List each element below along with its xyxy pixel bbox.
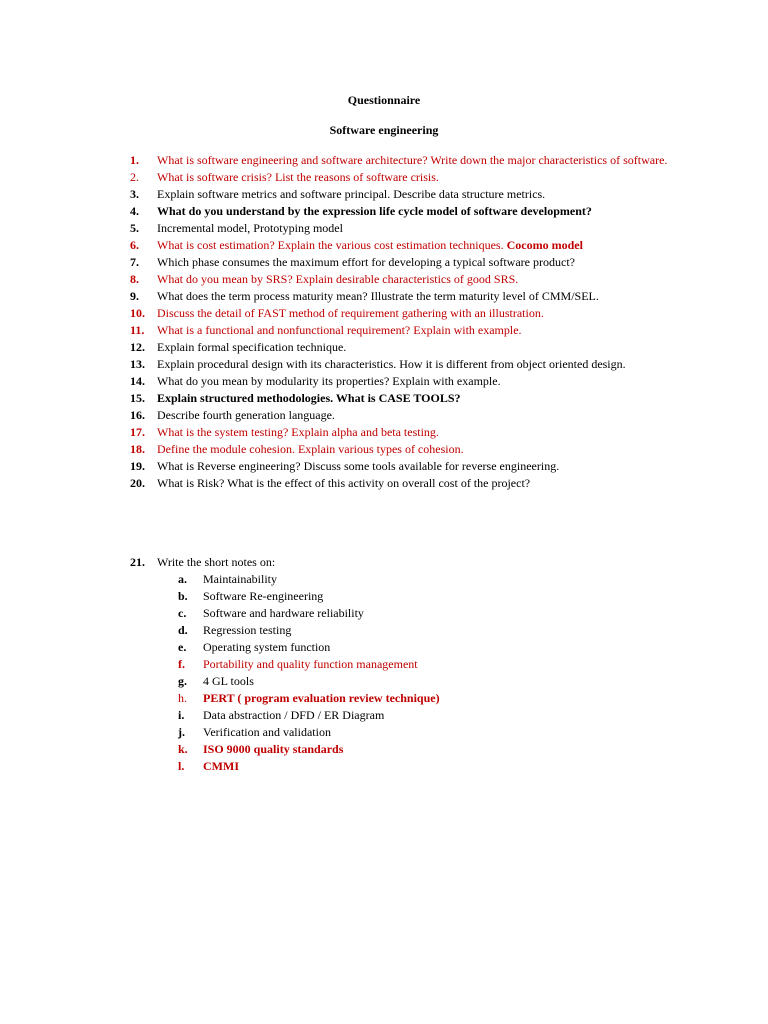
question-item <box>130 356 678 373</box>
question-number: 13. <box>130 357 145 371</box>
short-note-text: PERT ( program evaluation review technique) <box>203 691 440 705</box>
question-number: 6. <box>130 238 139 252</box>
short-note-text: Software and hardware reliability <box>203 606 364 620</box>
question-number: 17. <box>130 425 145 439</box>
question-text-part: What is Reverse engineering? Discuss some tools available for reverse engineering. <box>157 459 560 473</box>
short-note-letter: k. <box>178 742 188 756</box>
question-text <box>157 220 678 237</box>
short-note-item <box>178 724 578 741</box>
short-note-item <box>178 707 578 724</box>
question-number: 16. <box>130 408 145 422</box>
question-number: 7. <box>130 255 139 269</box>
short-note-letter: g. <box>178 674 187 688</box>
short-note-text: CMMI <box>203 759 239 773</box>
question-item <box>130 441 678 458</box>
question-text <box>157 356 678 373</box>
question-text-part: Incremental model, Prototyping model <box>157 221 343 235</box>
question-text <box>157 288 678 305</box>
question-text <box>157 254 678 271</box>
short-note-letter: b. <box>178 589 188 603</box>
question-text-part: What does the term process maturity mean? Illustrate the term maturity level of CMM/SEL. <box>157 289 599 303</box>
short-note-item <box>178 571 578 588</box>
short-note-letter: d. <box>178 623 188 637</box>
short-note-text: Portability and quality function management <box>203 657 418 671</box>
short-note-letter: c. <box>178 606 187 620</box>
short-note-text: Verification and validation <box>203 725 331 739</box>
short-note-text: Maintainability <box>203 572 277 586</box>
question-text-part: What do you mean by SRS? Explain desirable characteristics of good SRS. <box>157 272 519 286</box>
question-number: 15. <box>130 391 145 405</box>
short-note-item <box>178 605 578 622</box>
short-note-item <box>178 639 578 656</box>
question-number: 21. <box>130 555 145 569</box>
question-text-part: Explain procedural design with its characteristics. How it is different from object oriented design. <box>157 357 626 371</box>
question-number: 8. <box>130 272 139 286</box>
question-text-part: What is software engineering and software architecture? Write down the major characteristics of software. <box>157 153 668 167</box>
short-note-letter: i. <box>178 708 185 722</box>
short-note-item <box>178 741 578 758</box>
question-text-part: What do you mean by modularity its properties? Explain with example. <box>157 374 501 388</box>
short-note-letter: l. <box>178 759 185 773</box>
question-text-part: What is cost estimation? Explain the various cost estimation techniques. <box>157 238 507 252</box>
question-text <box>157 441 678 458</box>
question-text <box>157 237 678 254</box>
question-text <box>157 373 678 390</box>
question-text-part: What is Risk? What is the effect of this activity on overall cost of the project? <box>157 476 531 490</box>
short-note-letter: j. <box>178 725 185 739</box>
question-item <box>130 339 678 356</box>
question-item <box>130 169 678 186</box>
question-text-part: What do you understand by the expression life cycle model of software development? <box>157 204 592 218</box>
question-number: 18. <box>130 442 145 456</box>
question-text <box>157 305 678 322</box>
question-item <box>130 271 678 288</box>
question-item <box>130 373 678 390</box>
question-item <box>130 237 678 254</box>
question-item <box>130 390 678 407</box>
question-number: 1. <box>130 153 139 167</box>
short-note-item <box>178 690 578 707</box>
question-number: 20. <box>130 476 145 490</box>
question-item <box>130 254 678 271</box>
question-text <box>157 203 678 220</box>
short-note-text: Data abstraction / DFD / ER Diagram <box>203 708 385 722</box>
question-text <box>157 458 678 475</box>
question-text <box>157 339 678 356</box>
question-number: 12. <box>130 340 145 354</box>
short-note-letter: h. <box>178 691 187 705</box>
question-item <box>130 322 678 339</box>
short-note-text: Operating system function <box>203 640 331 654</box>
question-text-part: What is a functional and nonfunctional requirement? Explain with example. <box>157 323 522 337</box>
question-list <box>130 152 678 492</box>
question-text-part: Define the module cohesion. Explain various types of cohesion. <box>157 442 464 456</box>
question-text <box>157 475 678 492</box>
question-number: 3. <box>130 187 139 201</box>
short-note-item <box>178 673 578 690</box>
question-item <box>130 305 678 322</box>
short-note-text: Software Re-engineering <box>203 589 324 603</box>
short-notes-list <box>178 571 578 775</box>
question-text <box>157 186 678 203</box>
question-text-part: Explain formal specification technique. <box>157 340 347 354</box>
question-text: Write the short notes on: <box>157 555 276 569</box>
question-text-part: Explain software metrics and software principal. Describe data structure metrics. <box>157 187 546 201</box>
question-text <box>157 390 678 407</box>
short-note-text: 4 GL tools <box>203 674 254 688</box>
question-text-part: Which phase consumes the maximum effort for developing a typical software product? <box>157 255 575 269</box>
short-note-letter: f. <box>178 657 185 671</box>
question-item <box>130 220 678 237</box>
question-number: 2. <box>130 170 139 184</box>
question-number: 19. <box>130 459 145 473</box>
page-title: Questionnaire <box>347 93 421 107</box>
short-note-letter: e. <box>178 640 187 654</box>
question-text-part: Explain structured methodologies. What is CASE TOOLS? <box>157 391 461 405</box>
question-item <box>130 203 678 220</box>
question-text <box>157 169 678 186</box>
question-text-part: What is the system testing? Explain alpha and beta testing. <box>157 425 439 439</box>
question-number: 14. <box>130 374 145 388</box>
short-note-item <box>178 622 578 639</box>
question-text <box>157 322 678 339</box>
short-note-item <box>178 758 578 775</box>
question-text-part: Cocomo model <box>506 238 583 252</box>
question-number: 4. <box>130 204 139 218</box>
question-item <box>130 458 678 475</box>
short-note-item <box>178 656 578 673</box>
question-text-part: Discuss the detail of FAST method of requirement gathering with an illustration. <box>157 306 544 320</box>
question-text-part: Describe fourth generation language. <box>157 408 335 422</box>
question-text <box>157 152 678 169</box>
question-item <box>130 475 678 492</box>
question-text <box>157 271 678 288</box>
page-subtitle: Software engineering <box>329 123 439 137</box>
question-text <box>157 424 678 441</box>
question-number: 10. <box>130 306 145 320</box>
question-item <box>130 288 678 305</box>
question-text-part: What is software crisis? List the reasons of software crisis. <box>157 170 439 184</box>
question-item <box>130 424 678 441</box>
short-note-letter: a. <box>178 572 187 586</box>
question-item <box>130 152 678 169</box>
short-note-text: ISO 9000 quality standards <box>203 742 344 756</box>
question-number: 11. <box>130 323 145 337</box>
question-21 <box>130 554 678 571</box>
question-text <box>157 407 678 424</box>
question-number: 5. <box>130 221 139 235</box>
question-item <box>130 186 678 203</box>
short-note-text: Regression testing <box>203 623 292 637</box>
question-number: 9. <box>130 289 139 303</box>
question-item <box>130 407 678 424</box>
short-note-item <box>178 588 578 605</box>
